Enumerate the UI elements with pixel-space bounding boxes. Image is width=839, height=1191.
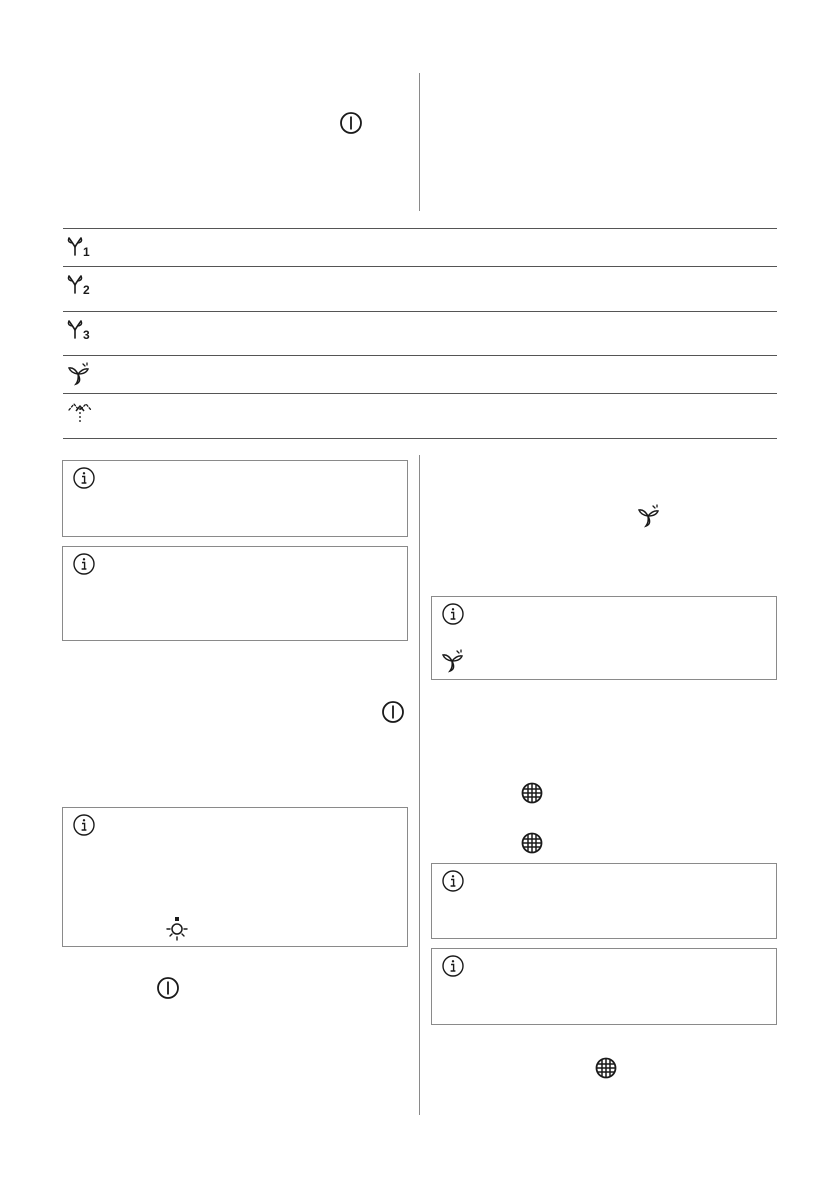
table-rule xyxy=(63,311,777,312)
fan-speed-3-label: 3 xyxy=(83,328,90,342)
info-icon xyxy=(73,814,95,836)
fan-boost-icon xyxy=(636,504,662,528)
power-icon xyxy=(381,700,405,724)
power-icon xyxy=(339,111,363,135)
info-note xyxy=(431,596,777,680)
info-note xyxy=(431,863,777,939)
info-note xyxy=(62,807,408,947)
grease-filter-icon xyxy=(521,832,543,854)
info-icon xyxy=(73,553,95,575)
info-icon xyxy=(442,870,464,892)
table-rule xyxy=(63,355,777,356)
fan-speed-1-icon xyxy=(65,235,95,259)
info-note xyxy=(431,948,777,1025)
power-icon xyxy=(156,976,180,1000)
table-rule xyxy=(63,228,777,229)
grease-filter-icon xyxy=(595,1057,617,1079)
fan-boost-icon xyxy=(440,649,466,673)
fan-speed-1-label: 1 xyxy=(83,245,90,259)
light-icon xyxy=(165,916,189,942)
auto-mode-icon xyxy=(66,398,94,424)
grease-filter-icon xyxy=(521,782,543,804)
info-icon xyxy=(73,467,95,489)
column-divider-bottom xyxy=(419,455,420,1115)
info-note xyxy=(62,546,408,641)
fan-boost-icon xyxy=(66,362,92,386)
table-rule xyxy=(63,266,777,267)
table-rule xyxy=(63,393,777,394)
fan-speed-2-icon xyxy=(65,273,95,297)
fan-speed-3-icon xyxy=(65,318,95,342)
info-icon xyxy=(442,603,464,625)
table-rule xyxy=(63,438,777,439)
info-icon xyxy=(442,955,464,977)
info-note xyxy=(62,460,408,537)
fan-speed-2-label: 2 xyxy=(83,283,90,297)
column-divider-top xyxy=(419,73,420,211)
